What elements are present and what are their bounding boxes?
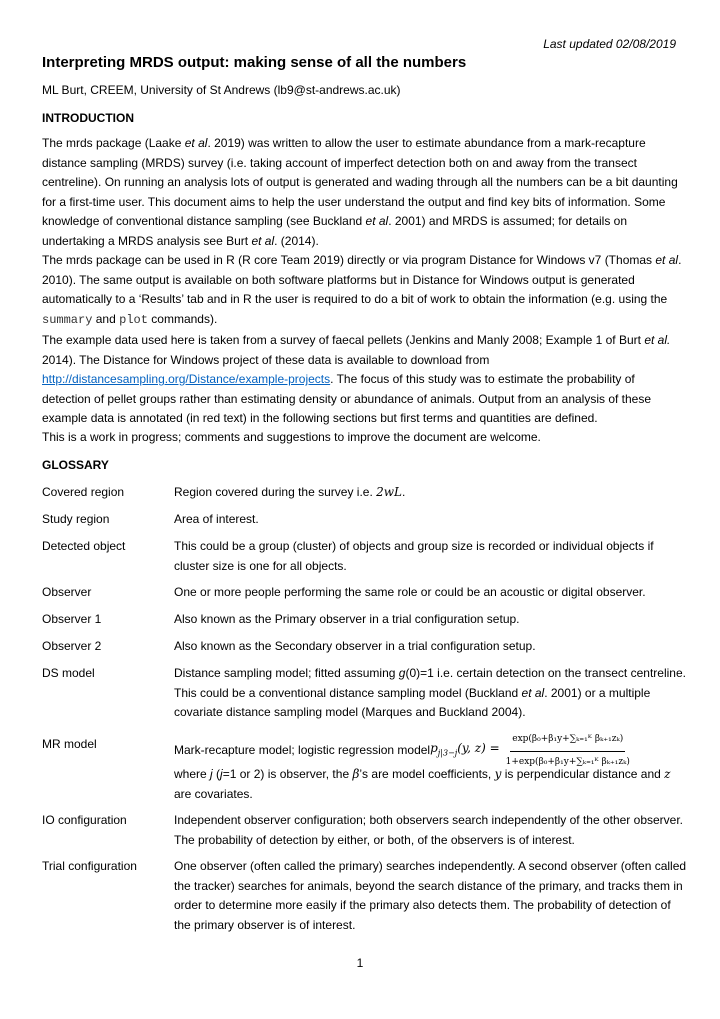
mr-model-explanation: where j (j=1 or 2) is observer, the β’s are model coefficients, y is perpendicular distance and z are covariates.	[174, 767, 671, 801]
intro-paragraph-2: The mrds package can be used in R (R core Team 2019) directly or via program Distance for Windows v7 (Thomas et al. 2010). The same output is available on both software platforms but in Distance for Windows output is generated automatically to a ‘Results’ tab and in R the user is required to do a bit of work to obtain the information (e.g. using the summary and plot commands).	[42, 253, 682, 327]
glossary-definition: Mark-recapture model; logistic regression model $p_{j|3-j}(y$, z) = $\frac{\text{exp(β₀+β₁y+∑ₖ₌₁ᴷ βₖ₊₁zₖ)}}{\text{1+exp(β₀+β₁y+∑ₖ₌₁ᴷ βₖ₊₁zₖ)}}$	[174, 730, 689, 772]
glossary-definition: Also known as the Secondary observer in a trial configuration setup.	[174, 639, 536, 653]
glossary-definition: One observer (often called the primary) searches independently. A second observer (often called the tracker) searches for animals, beyond the search distance of the primary, and tracks them in order to determine more easily if the primary also detects them. The probability of detection of the primary observer is of interest.	[174, 859, 687, 932]
glossary-definition: Also known as the Primary observer in a trial configuration setup.	[174, 612, 520, 626]
document-title: Interpreting MRDS output: making sense of all the numbers	[42, 54, 467, 71]
glossary-definition: Distance sampling model; fitted assuming g(0)=1 i.e. certain detection on the transect centreline. This could be a conventional distance sampling model (Buckland et al. 2001) or a multiple covariate distance sampling model (Marques and Buckland 2004).	[174, 666, 686, 720]
page-number: 1	[356, 956, 364, 970]
glossary-term: Trial configuration	[42, 859, 137, 873]
intro-paragraph-4: This is a work in progress; comments and suggestions to improve the document are welcome.	[42, 430, 541, 444]
glossary-term: Study region	[42, 512, 110, 526]
glossary-heading: GLOSSARY	[42, 458, 109, 472]
mr-model-equation-lhs: $p_{j|3-j}(y$, z) =	[430, 741, 500, 758]
intro-paragraph-3: The example data used here is taken from a survey of faecal pellets (Jenkins and Manly 2008; Example 1 of Burt et al. 2014). The Distance for Windows project of these data is available to download from http://distancesampling.org/Distance/example-projects. The focus of this study was to estimate the probability of detection of pellet groups rather than estimating density or abundance of animals. Output from an analysis of these example data is annotated (in red text) in the following sections but first terms and quantities are defined.	[42, 333, 671, 426]
glossary-definition: Area of interest.	[174, 512, 259, 526]
glossary-definition: One or more people performing the same role or could be an acoustic or digital observer.	[174, 585, 646, 599]
intro-paragraph-1: The mrds package (Laake et al. 2019) was written to allow the user to estimate abundance from a mark-recapture distance sampling (MRDS) survey (i.e. taking account of imperfect detection both on and away from the transect centreline). On running an analysis lots of output is generated and wading through all the numbers can be a bit daunting for a first-time user. This document aims to help the user understand the output and find key bits of information. Some knowledge of conventional distance sampling (see Buckland et al. 2001) and MRDS is assumed; for details on undertaking a MRDS analysis see Burt et al. (2014).	[42, 136, 678, 248]
plot-command: plot	[119, 312, 148, 327]
author-line: ML Burt, CREEM, University of St Andrews (lb9@st-andrews.ac.uk)	[42, 83, 401, 97]
glossary-term: MR model	[42, 737, 97, 751]
glossary-definition: Independent observer configuration; both observers search independently of the other observer. The probability of detection by either, or both, of the observers is of interest.	[174, 813, 683, 847]
summary-command: summary	[42, 312, 93, 327]
glossary-term: Observer 2	[42, 639, 102, 653]
glossary-term: Covered region	[42, 485, 125, 499]
glossary-term: Observer	[42, 585, 92, 599]
glossary-term: DS model	[42, 666, 95, 680]
glossary-definition: Region covered during the survey i.e. 2wL.	[174, 485, 406, 499]
last-updated-date: Last updated 02/08/2019	[543, 37, 676, 51]
introduction-heading: INTRODUCTION	[42, 111, 134, 125]
mr-model-fraction: $\frac{\text{exp(β₀+β₁y+∑ₖ₌₁ᴷ βₖ₊₁zₖ)}}{\text{1+exp(β₀+β₁y+∑ₖ₌₁ᴷ βₖ₊₁zₖ)}}$	[504, 730, 632, 772]
glossary-term: IO configuration	[42, 813, 127, 827]
glossary-term: Observer 1	[42, 612, 102, 626]
glossary-definition: This could be a group (cluster) of objects and group size is recorded or individual objects if cluster size is one for all objects.	[174, 539, 654, 573]
example-projects-link[interactable]: http://distancesampling.org/Distance/example-projects	[42, 372, 331, 387]
glossary-term: Detected object	[42, 539, 126, 553]
